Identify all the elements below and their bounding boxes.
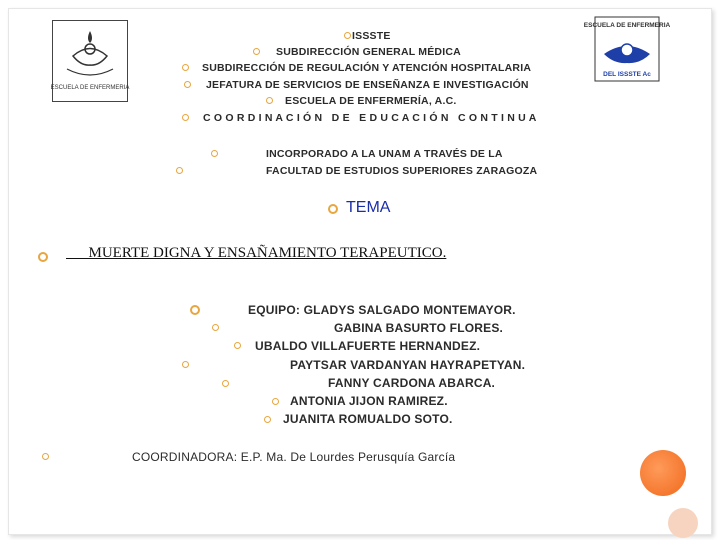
header-line-jefatura: JEFATURA DE SERVICIOS DE ENSEÑANZA E INVESTIGACIÓN bbox=[206, 79, 529, 91]
logo-left-text: ESCUELA DE ENFERMERIA bbox=[50, 85, 130, 91]
issste-lamp-logo-icon bbox=[583, 16, 671, 82]
header-line-escuela: ESCUELA DE ENFERMERÍA, A.C. bbox=[285, 95, 457, 107]
bullet-icon bbox=[328, 204, 338, 214]
header-line-subdireccion-medica: SUBDIRECCIÓN GENERAL MÉDICA bbox=[276, 46, 461, 58]
bullet-icon bbox=[211, 150, 218, 157]
bullet-icon bbox=[222, 380, 229, 387]
team-member-2: GABINA BASURTO FLORES. bbox=[334, 321, 504, 335]
bullet-icon bbox=[38, 252, 48, 262]
incorporation-line-1: INCORPORADO A LA UNAM A TRAVÉS DE LA bbox=[266, 148, 503, 160]
header-line-subdireccion-regulacion: SUBDIRECCIÓN DE REGULACIÓN Y ATENCIÓN HOSPITALARIA bbox=[202, 62, 532, 74]
bullet-icon bbox=[190, 305, 200, 315]
logo-right-bottom-text: DEL ISSSTE Ac bbox=[603, 71, 651, 78]
header-line-coordinacion: C O O R D I N A C I Ó N D E E D U C A C I Ó N C O N T I N U A bbox=[203, 112, 537, 124]
topic-title: MUERTE DIGNA Y ENSAÑAMIENTO TERAPEUTICO. bbox=[66, 245, 447, 261]
team-member-4: PAYTSAR VARDANYAN HAYRAPETYAN. bbox=[290, 358, 526, 372]
bullet-icon bbox=[182, 64, 189, 71]
bullet-icon bbox=[234, 342, 241, 349]
team-member-5: FANNY CARDONA ABARCA. bbox=[328, 376, 496, 390]
school-logo-left bbox=[52, 20, 128, 102]
topic-label: TEMA bbox=[346, 199, 391, 216]
bullet-icon bbox=[253, 48, 260, 55]
coordinator-line: COORDINADORA: E.P. Ma. De Lourdes Perusquía García bbox=[132, 450, 456, 464]
bullet-icon bbox=[272, 398, 279, 405]
bullet-icon bbox=[266, 97, 273, 104]
team-member-3: UBALDO VILLAFUERTE HERNANDEZ. bbox=[255, 339, 481, 353]
header-line-issste: ISSSTE bbox=[352, 30, 391, 42]
team-member-6: ANTONIA JIJON RAMIREZ. bbox=[290, 394, 448, 408]
team-member-7: JUANITA ROMUALDO SOTO. bbox=[283, 412, 453, 426]
bullet-icon bbox=[344, 32, 351, 39]
incorporation-line-2: FACULTAD DE ESTUDIOS SUPERIORES ZARAGOZA bbox=[266, 165, 538, 177]
bullet-icon bbox=[42, 453, 49, 460]
school-logo-right bbox=[583, 16, 671, 82]
bullet-icon bbox=[182, 114, 189, 121]
decorative-light-circle bbox=[668, 508, 698, 538]
bullet-icon bbox=[182, 361, 189, 368]
logo-right-top-text: ESCUELA DE ENFERMERIA bbox=[583, 22, 671, 29]
bullet-icon bbox=[176, 167, 183, 174]
lamp-logo-icon bbox=[50, 21, 130, 101]
bullet-icon bbox=[264, 416, 271, 423]
team-member-1: EQUIPO: GLADYS SALGADO MONTEMAYOR. bbox=[248, 303, 516, 317]
bullet-icon bbox=[212, 324, 219, 331]
decorative-orange-circle bbox=[640, 450, 686, 496]
bullet-icon bbox=[184, 81, 191, 88]
